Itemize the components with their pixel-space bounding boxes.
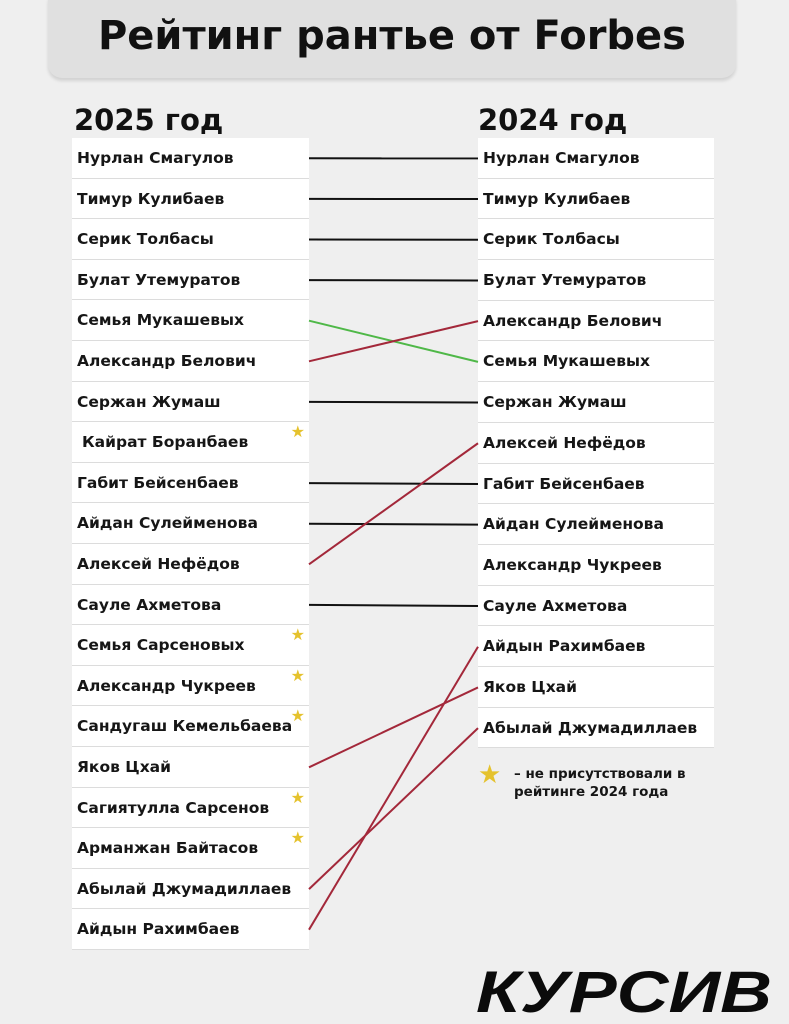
person-name: Яков Цхай [483,677,578,696]
person-name: Тимур Кулибаев [77,189,225,208]
star-icon: ★ [290,422,305,442]
connector-line-down [309,647,478,930]
person-name: Сержан Жумаш [77,392,221,411]
star-icon: ★ [290,828,305,848]
person-name: Сагиятулла Сарсенов [77,798,270,817]
connector-line-same [309,483,478,484]
person-name: Абылай Джумадиллаев [77,879,292,898]
person-name: Габит Бейсенбаев [483,474,645,493]
year-2024-heading: 2024 год [478,103,628,137]
person-name: Алексей Нефёдов [77,554,240,573]
person-name: Сауле Ахметова [77,595,222,614]
person-name: Семья Мукашевых [77,311,245,330]
person-name: Айдын Рахимбаев [77,920,240,939]
connector-line-down [309,728,478,889]
person-name: Арманжан Байтасов [77,839,259,858]
person-name: Абылай Джумадиллаев [483,718,698,737]
connector-line-same [309,605,478,606]
star-icon: ★ [478,760,502,790]
person-name: Айдан Сулейменова [77,514,258,533]
person-name: Серик Толбасы [483,230,620,249]
person-name: Сандугаш Кемельбаева [77,717,293,736]
person-name: Александр Белович [483,311,663,330]
kursiv-logo [470,950,780,1024]
person-name: Александр Чукреев [483,555,662,574]
connector-line-same [309,402,478,403]
connector-line-same [309,524,478,525]
person-name: Яков Цхай [77,757,172,776]
star-icon: ★ [290,787,305,807]
person-name: Кайрат Боранбаев [82,433,249,452]
legend-text: – не присутствовали в рейтинге 2024 года [514,766,686,800]
person-name: Нурлан Смагулов [77,149,234,167]
person-name: Семья Сарсеновых [77,636,245,655]
page-title: Рейтинг рантье от Forbes [97,13,686,59]
star-icon: ★ [290,665,305,685]
connector-line-down [309,443,478,564]
connector-line-down [309,687,478,767]
person-name: Семья Мукашевых [483,352,651,371]
person-name: Булат Утемуратов [77,270,241,289]
person-name: Булат Утемуратов [483,271,647,290]
person-name: Сержан Жумаш [483,393,627,412]
person-name: Сауле Ахметова [483,596,628,615]
person-name: Тимур Кулибаев [483,189,631,208]
person-name: Габит Бейсенбаев [77,473,239,492]
star-icon: ★ [290,706,305,726]
person-name: Александр Белович [77,351,257,370]
person-name: Айдан Сулейменова [483,515,664,534]
person-name: Александр Чукреев [77,676,256,695]
person-name: Алексей Нефёдов [483,433,646,452]
person-name: Нурлан Смагулов [483,149,640,167]
year-2025-heading: 2025 год [74,103,224,137]
star-icon: ★ [290,625,305,645]
person-name: Серик Толбасы [77,230,214,249]
person-name: Айдын Рахимбаев [483,637,646,656]
logo-text: КУРСИВ [476,960,772,1024]
